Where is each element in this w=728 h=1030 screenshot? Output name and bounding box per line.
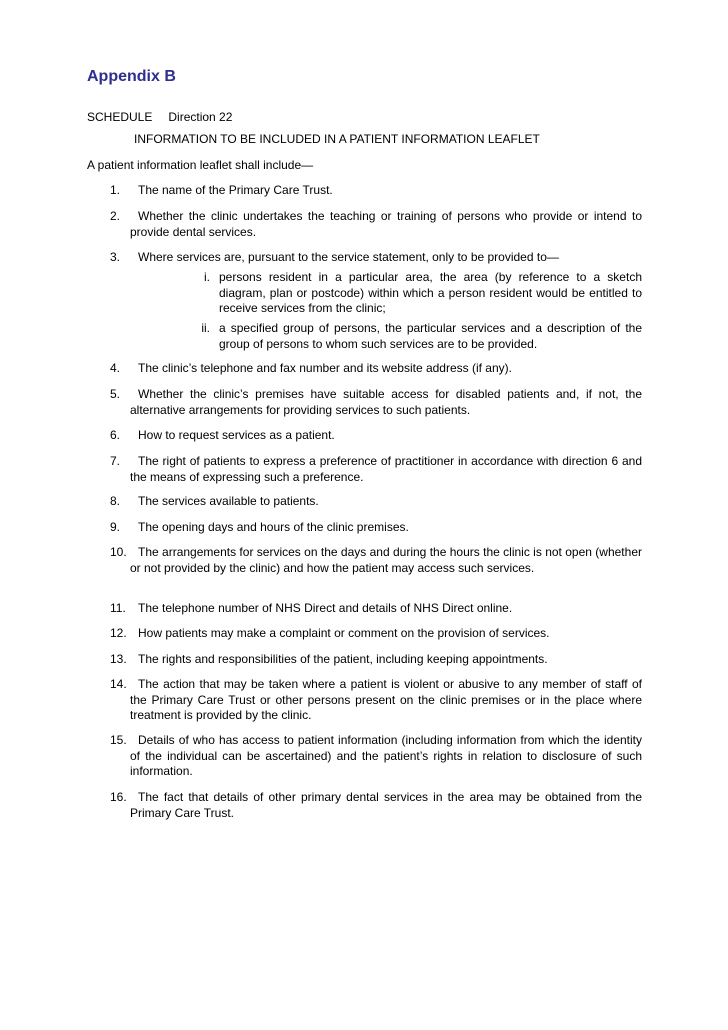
list-item-text: How patients may make a complaint or comment on the provision of services. — [138, 626, 550, 640]
list-item — [110, 626, 642, 642]
list-item-text: Where services are, pursuant to the service statement, only to be provided to— — [138, 250, 559, 264]
list-item — [110, 520, 642, 536]
intro-text: A patient information leaflet shall include— — [87, 158, 314, 172]
list-item-number: 4. — [110, 361, 121, 375]
list-item — [110, 494, 642, 510]
list-item — [110, 652, 642, 668]
sub-list-item-text: persons resident in a particular area, the area (by reference to a sketch diagram, plan or postcode) within which a person resident would be entitled to receive services from the clinic; — [219, 270, 642, 315]
list-item-number: 7. — [110, 454, 121, 468]
list-item-text: The rights and responsibilities of the patient, including keeping appointments. — [138, 652, 548, 666]
schedule-label: SCHEDULE — [87, 110, 153, 124]
list-item — [110, 361, 642, 377]
sub-list-item — [190, 321, 642, 352]
sub-list-item-text: a specified group of persons, the particular services and a description of the group of persons to whom such services are to be provided. — [219, 321, 642, 351]
list-item-number: 16. — [110, 790, 127, 804]
list-item-text: The arrangements for services on the days and during the hours the clinic is not open (whether or not provided by the clinic) and how the patient may access such services. — [130, 545, 642, 575]
list-item — [110, 209, 642, 240]
list-item — [110, 677, 642, 724]
list-item-number: 15. — [110, 733, 127, 747]
direction-label: Direction 22 — [168, 110, 233, 124]
list-item-number: 3. — [110, 250, 121, 264]
sub-list-item-number: ii. — [201, 321, 210, 335]
list-item-number: 2. — [110, 209, 121, 223]
list-item-number: 12. — [110, 626, 127, 640]
list-item-number: 14. — [110, 677, 127, 691]
list-item-text: The telephone number of NHS Direct and details of NHS Direct online. — [138, 601, 513, 615]
list-item-number: 9. — [110, 520, 121, 534]
list-item-number: 13. — [110, 652, 127, 666]
sub-list-item — [190, 270, 642, 317]
list-item — [110, 601, 642, 617]
list-item — [110, 387, 642, 418]
list-item-text: Whether the clinic’s premises have suitable access for disabled patients and, if not, the alternative arrangements for providing services to such patients. — [130, 387, 642, 417]
list-item — [110, 454, 642, 485]
list-item — [110, 250, 642, 266]
list-item-number: 11. — [110, 601, 126, 615]
list-item-text: The action that may be taken where a patient is violent or abusive to any member of staff of the Primary Care Trust or other persons present on the clinic premises or in the place where treatment is provided by the clinic. — [130, 677, 642, 722]
list-item-text: The name of the Primary Care Trust. — [138, 183, 333, 197]
list-item — [110, 183, 642, 199]
list-item — [110, 428, 642, 444]
list-item — [110, 545, 642, 576]
list-item — [110, 790, 642, 821]
list-item-text: The opening days and hours of the clinic premises. — [138, 520, 409, 534]
list-item-text: Details of who has access to patient information (including information from which the identity of the individual can be ascertained) and the patient’s rights in relation to disclosure of such information. — [130, 733, 642, 778]
list-item — [110, 733, 642, 780]
list-item-number: 1. — [110, 183, 121, 197]
list-item-number: 8. — [110, 494, 121, 508]
list-item-text: The services available to patients. — [138, 494, 319, 508]
list-item-text: The right of patients to express a preference of practitioner in accordance with direction 6 and the means of expressing such a preference. — [130, 454, 642, 484]
schedule-line — [87, 110, 232, 124]
list-item-text: The clinic’s telephone and fax number and its website address (if any). — [138, 361, 512, 375]
list-item-text: The fact that details of other primary dental services in the area may be obtained from the Primary Care Trust. — [130, 790, 642, 820]
schedule-subtitle: INFORMATION TO BE INCLUDED IN A PATIENT INFORMATION LEAFLET — [134, 132, 540, 146]
sub-list-item-number: i. — [204, 270, 210, 284]
list-item-text: How to request services as a patient. — [138, 428, 335, 442]
list-item-number: 10. — [110, 545, 127, 559]
list-item-number: 6. — [110, 428, 121, 442]
list-item-number: 5. — [110, 387, 121, 401]
list-item-text: Whether the clinic undertakes the teaching or training of persons who provide or intend to provide dental services. — [130, 209, 642, 239]
appendix-heading: Appendix B — [87, 68, 176, 85]
